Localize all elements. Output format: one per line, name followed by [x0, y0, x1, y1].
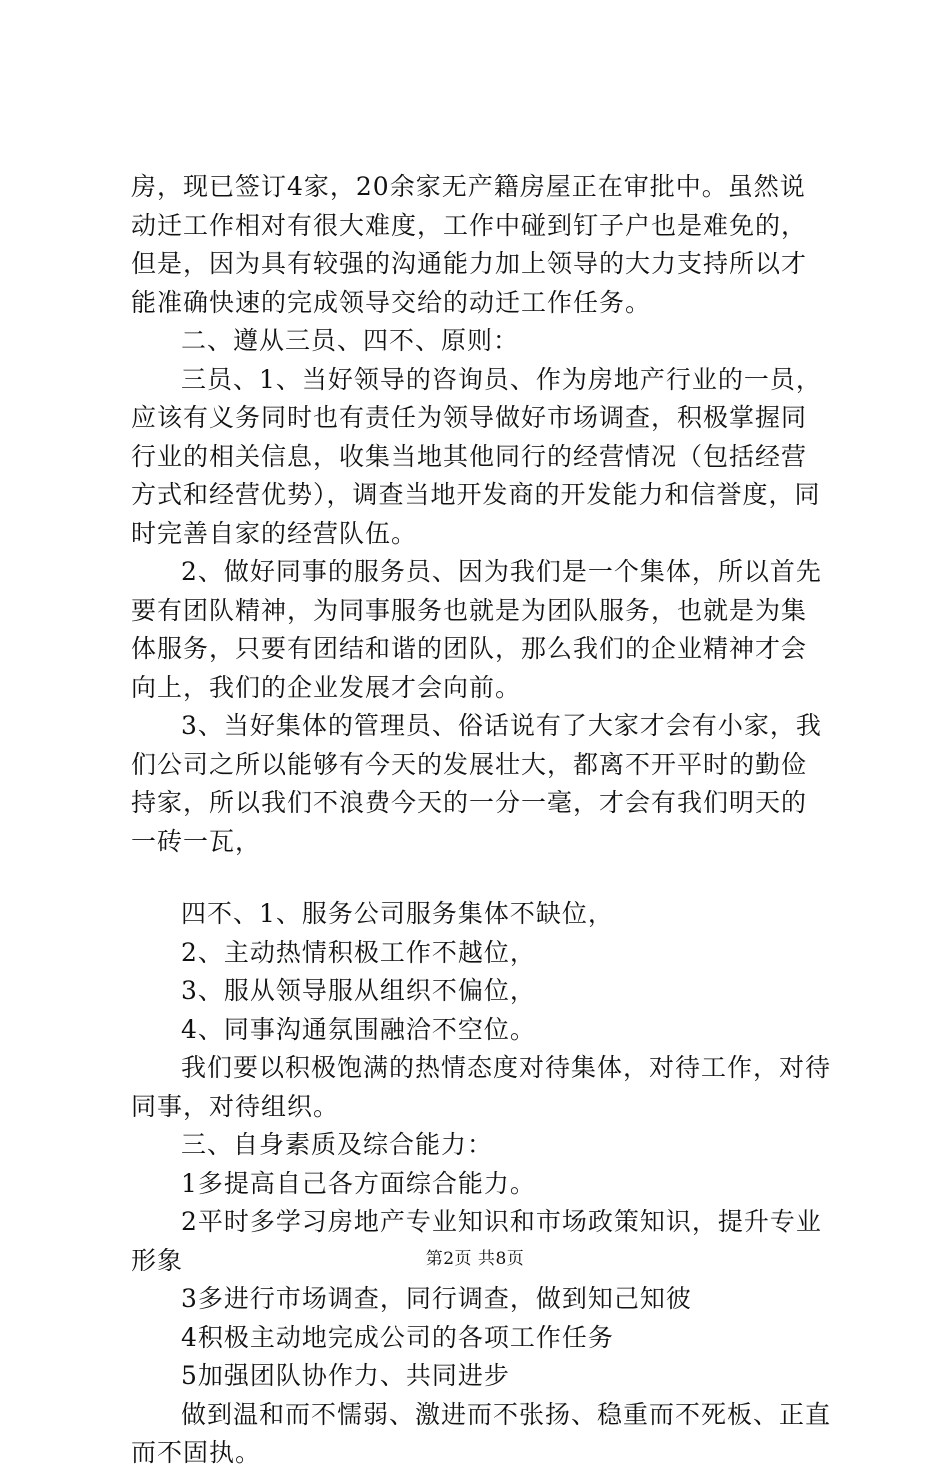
list-item-ability-1: 1多提高自己各方面综合能力。: [181, 1168, 536, 1198]
list-item-four-no-3: 3、服从领导服从组织不偏位，: [181, 976, 536, 1005]
document-body: [131, 168, 831, 1473]
heading-self-quality: 三、自身素质及综合能力：: [181, 1130, 494, 1159]
list-item-four-no-4: 4、同事沟通氛围融洽不空位。: [181, 1014, 536, 1044]
heading-three-four-principles: 二、遵从三员、四不、原则：: [181, 326, 520, 355]
paragraph-attitude: 我们要以积极饱满的热情态度对待集体，对待工作，对待同事，对待组织。: [131, 1053, 832, 1121]
paragraph-conclusion: 做到温和而不懦弱、激进而不张扬、稳重而不死板、正直而不固执。: [131, 1399, 832, 1467]
list-item-ability-5: 5加强团队协作力、共同进步: [181, 1361, 510, 1390]
list-item-ability-4: 4积极主动地完成公司的各项工作任务: [181, 1322, 614, 1352]
list-item-four-no-1: 四不、1、服务公司服务集体不缺位，: [181, 899, 614, 928]
page-number-footer: 第2页 共8页: [425, 1249, 525, 1269]
list-item-ability-3: 3多进行市场调查，同行调查，做到知己知彼: [181, 1284, 692, 1313]
paragraph-service-role: 2、做好同事的服务员、因为我们是一个集体，所以首先要有团队精神，为同事服务也就是为团队服务，也就是为集体服务，只要有团结和谐的团队，那么我们的企业精神才会向上，我们的企业发展才会向前。: [131, 557, 822, 702]
paragraph-demolition-work: 房，现已签订4家，20余家无产籍房屋正在审批中。虽然说动迁工作相对有很大难度，工作中碰到钉子户也是难免的，但是，因为具有较强的沟通能力加上领导的大力支持所以才能准确快速的完成领导交给的动迁工作任务。: [131, 172, 808, 317]
list-item-four-no-2: 2、主动热情积极工作不越位，: [181, 937, 536, 967]
paragraph-consultant-role: 三员、1、当好领导的咨询员、作为房地产行业的一员，应该有义务同时也有责任为领导做好市场调查，积极掌握同行业的相关信息，收集当地其他同行的经营情况（包括经营方式和经营优势），调查当地开发商的开发能力和信誉度，同时完善自家的经营队伍。: [131, 364, 822, 548]
list-item-ability-2: 2平时多学习房地产专业知识和市场政策知识，提升专业形象: [131, 1207, 822, 1275]
paragraph-manager-role: 3、当好集体的管理员、俗话说有了大家才会有小家，我们公司之所以能够有今天的发展壮大，都离不开平时的勤俭持家，所以我们不浪费今天的一分一毫，才会有我们明天的一砖一瓦，: [131, 711, 822, 856]
